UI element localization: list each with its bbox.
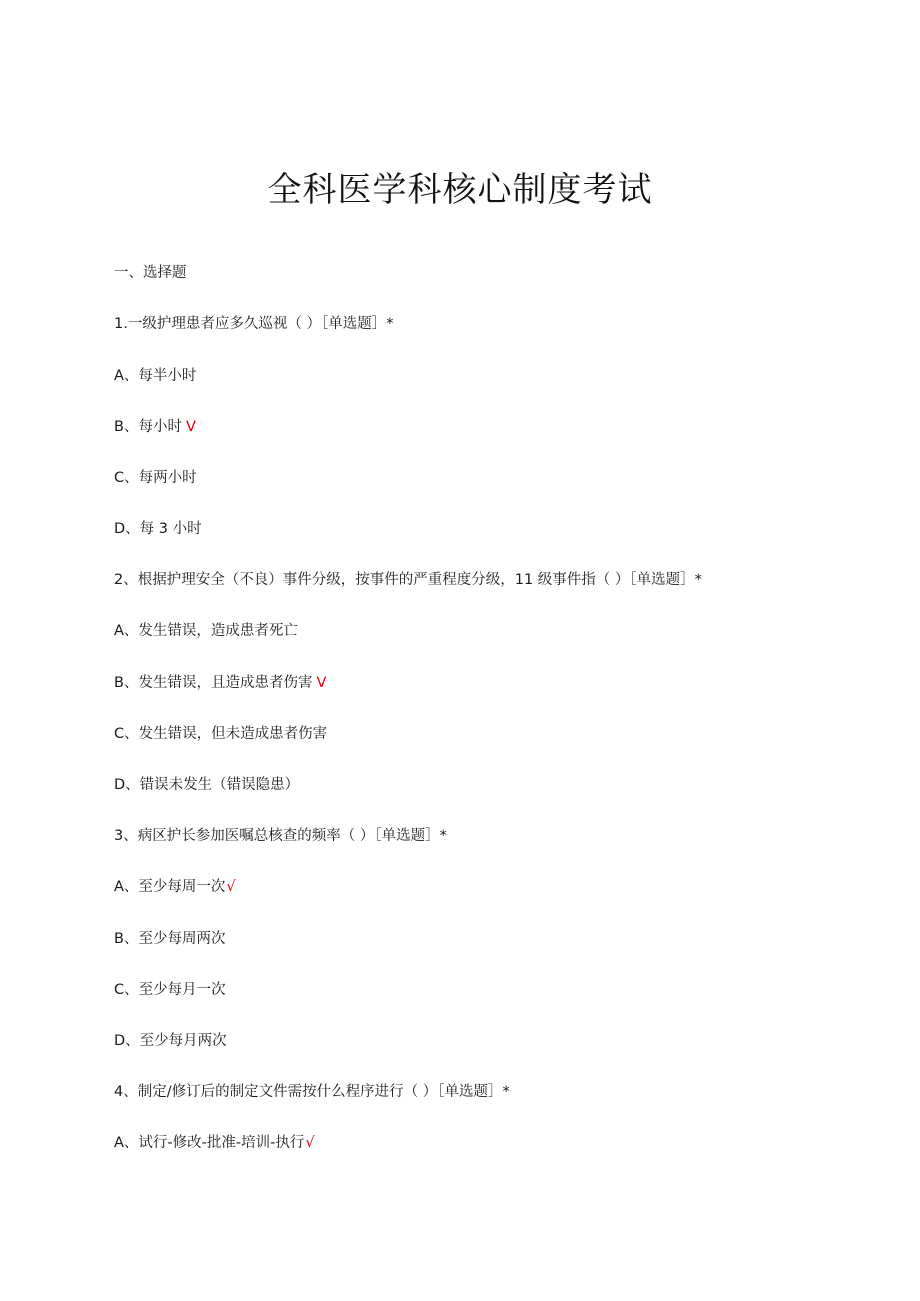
correct-answer-mark: √ [226, 879, 236, 895]
question-1-option-d [114, 519, 202, 539]
option-text: A、发生错误，造成患者死亡 [114, 623, 298, 639]
correct-answer-mark: V [185, 419, 196, 435]
correct-answer-mark: V [316, 675, 327, 691]
question-2-option-b [114, 673, 326, 693]
section-heading: 一、选择题 [114, 265, 187, 281]
option-text: C、至少每月一次 [114, 982, 226, 998]
option-text: D、至少每月两次 [114, 1033, 227, 1049]
option-text: B、至少每周两次 [114, 931, 226, 947]
question-4-stem: 4、制定/修订后的制定文件需按什么程序进行（ ）［单选题］* [114, 1084, 510, 1100]
correct-answer-mark: √ [305, 1135, 315, 1151]
option-text: A、每半小时 [114, 368, 197, 384]
option-text: A、试行-修改-批准-培训-执行 [114, 1135, 305, 1151]
question-1-option-a [114, 366, 196, 386]
question-3-option-c [114, 980, 226, 1000]
option-text: C、每两小时 [114, 470, 197, 486]
option-text: C、发生错误，但未造成患者伤害 [114, 726, 328, 742]
question-1-stem: 1.一级护理患者应多久巡视（ ）［单选题］* [114, 316, 394, 332]
option-text: B、发生错误，且造成患者伤害 [114, 675, 313, 691]
question-2-option-a [114, 621, 298, 641]
question-2-stem: 2、根据护理安全（不良）事件分级，按事件的严重程度分级，11 级事件指（ ）［单选题］* [114, 572, 702, 588]
question-1-option-c [114, 468, 197, 488]
option-text: D、每 3 小时 [114, 521, 202, 537]
question-2-option-d [114, 775, 299, 795]
question-3-stem: 3、病区护长参加医嘱总核查的频率（ ）［单选题］* [114, 828, 447, 844]
question-3-option-d [114, 1031, 227, 1051]
option-text: D、错误未发生（错误隐患） [114, 777, 300, 793]
option-text: B、每小时 [114, 419, 182, 435]
question-4-option-a [114, 1133, 315, 1153]
question-3-option-a [114, 877, 236, 897]
question-1-option-b [114, 417, 196, 437]
question-2-option-c [114, 724, 327, 744]
question-3-option-b [114, 929, 225, 949]
page-title: 全科医学科核心制度考试 [267, 170, 653, 210]
option-text: A、至少每周一次 [114, 879, 226, 895]
